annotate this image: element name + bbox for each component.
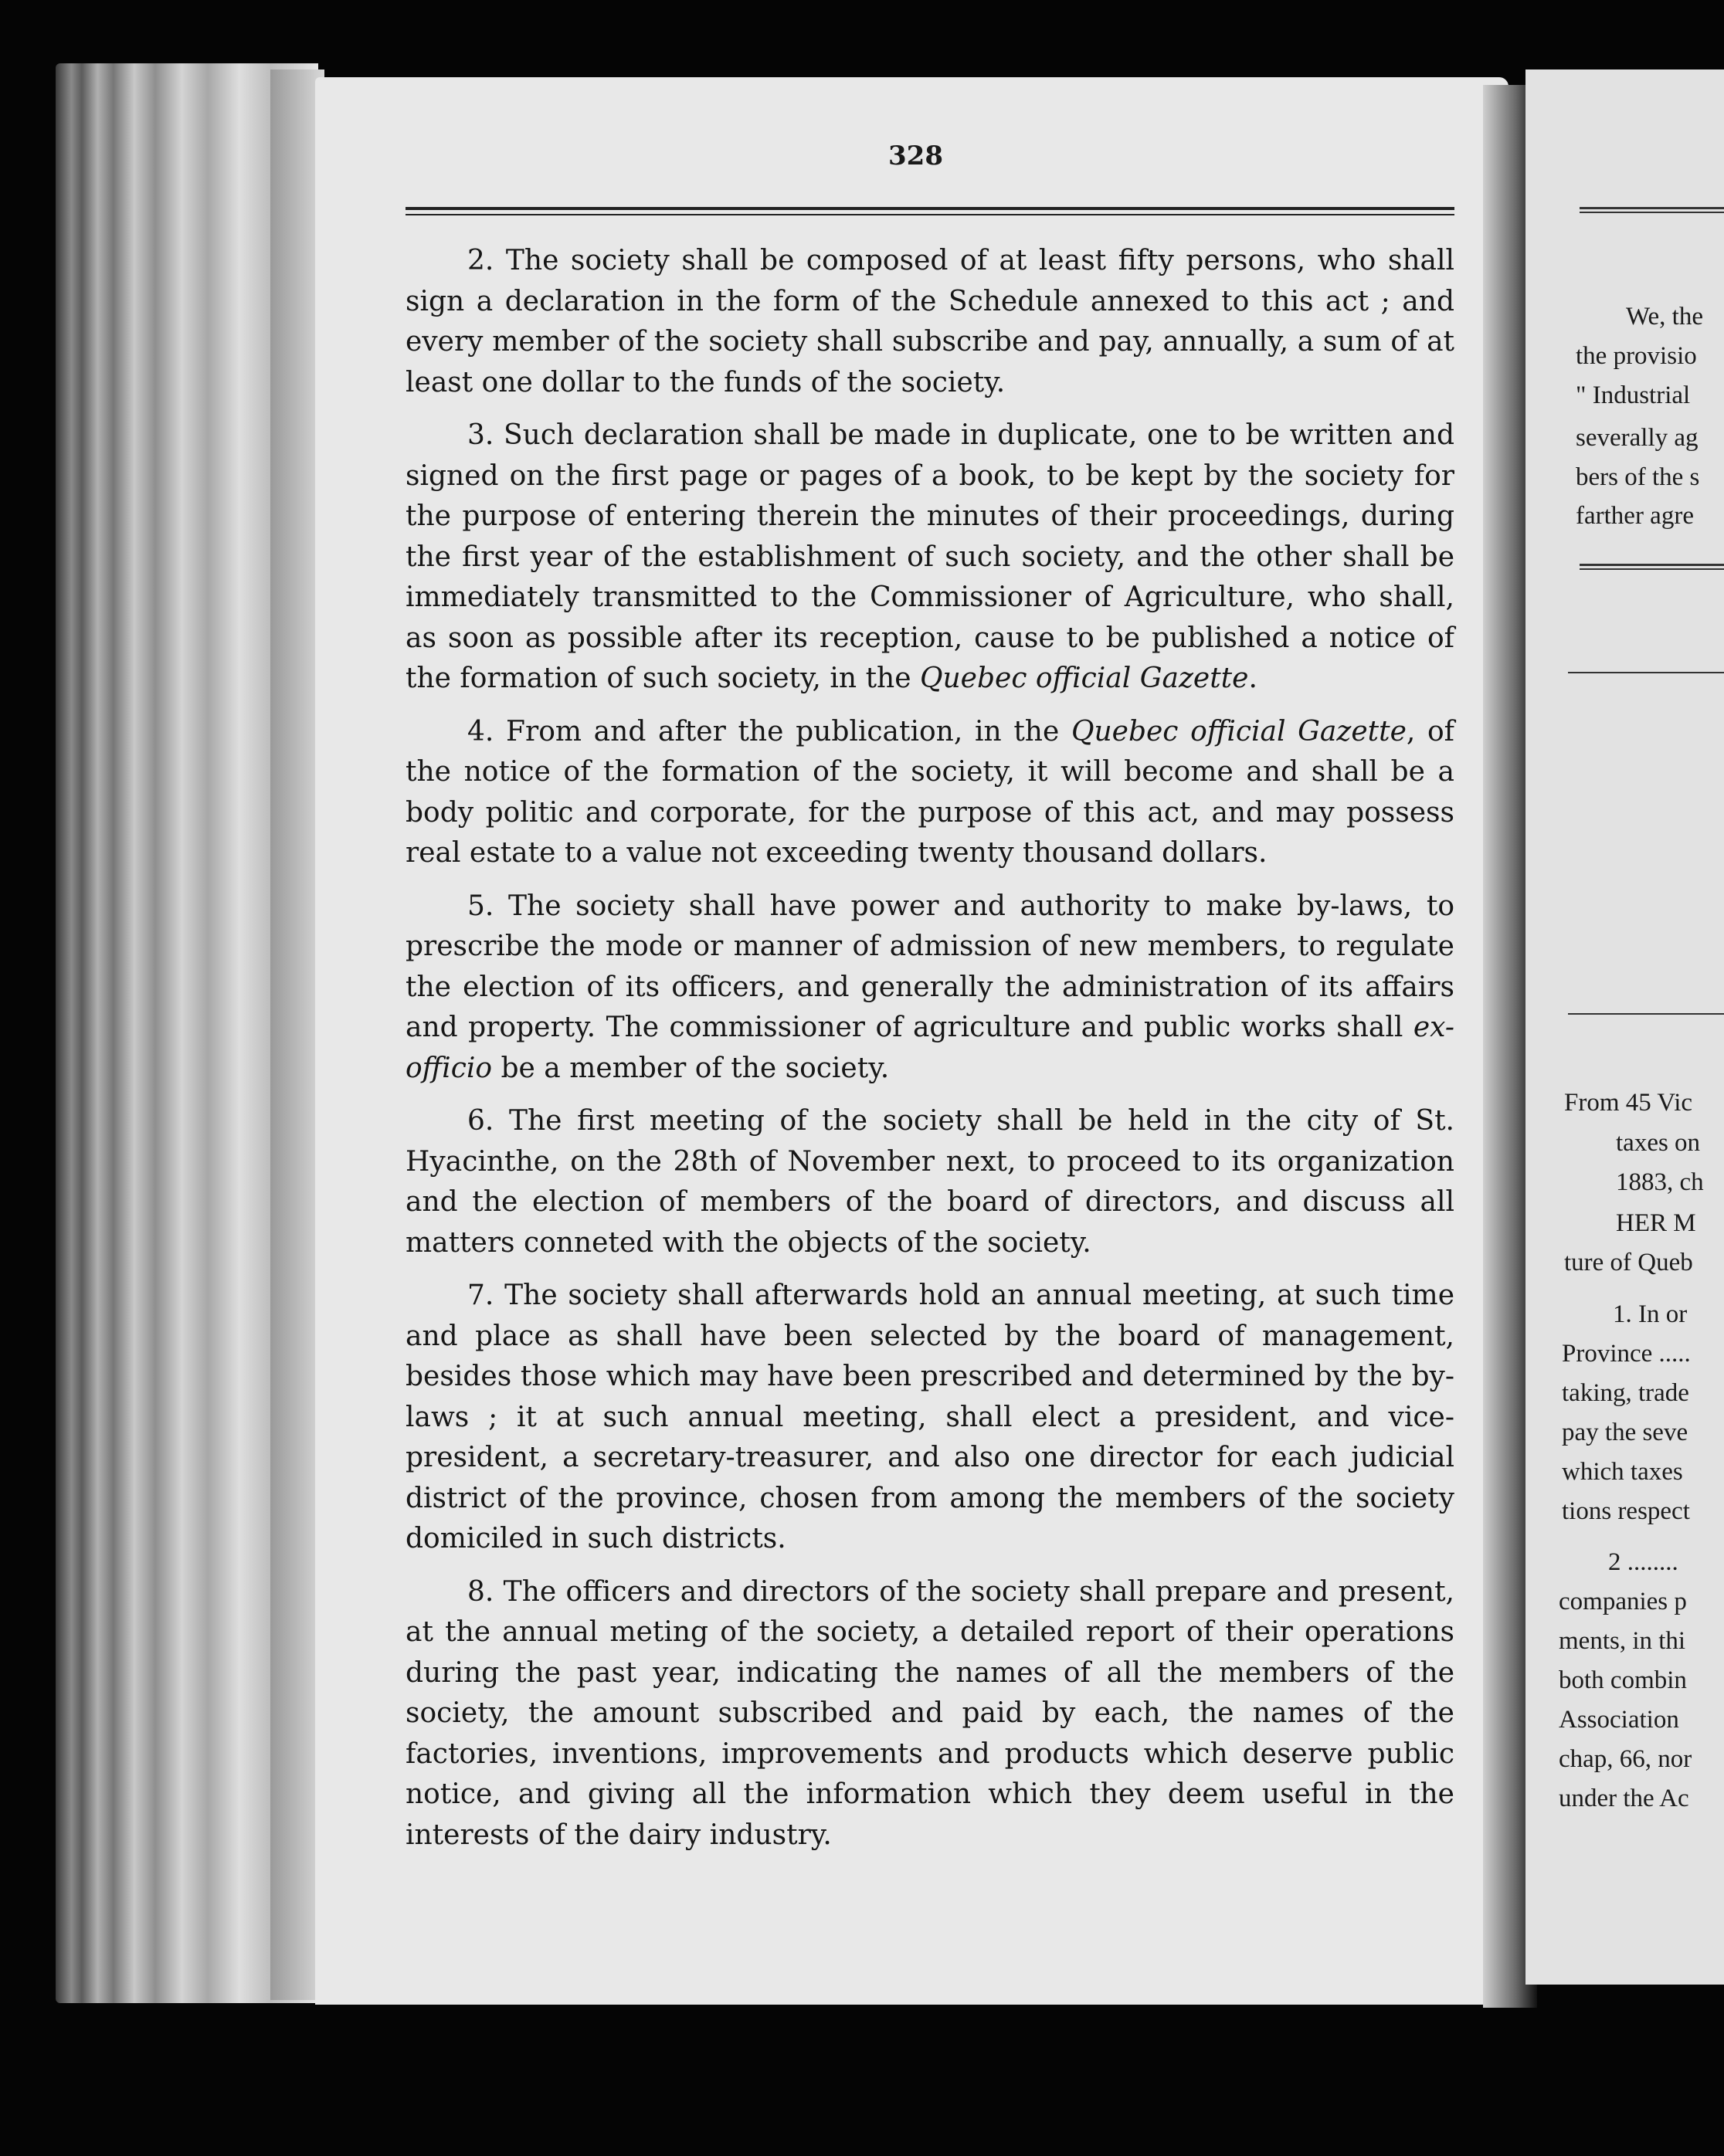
paragraph-4: 4. From and after the publication, in the Quebec official Gazette, of the notice of the formation of the society, it will become and shall be a body politic and corporate, for the purpose of this act, and may possess real estate to a value not exceeding twenty thousand dollars. [406,715,1454,869]
next-page-line: companies p [1559,1588,1687,1615]
next-page-line: " Industrial [1576,381,1691,409]
next-page-line: tions respect [1562,1497,1690,1525]
paragraph-2: 2. The society shall be composed of at least fifty persons, who shall sign a declaration in the form of the Schedule annexed to this act ; and every member of the society shall subscribe and pay, annually, a sum of at least one dollar to the funds of the society. [406,245,1454,398]
paragraph-3: 3. Such declaration shall be made in duplicate, one to be written and signed on the first page or pages of a book, to be kept by the society for the purpose of entering therein the minutes of their proceedings, during the first year of the establishment of such society, and the other shall be immediately transmitted to the Commissioner of Agriculture, who shall, as soon as possible after its reception, cause to be published a notice of the formation of such society, in the Quebec official Gazette. [406,419,1454,694]
next-page-line: the provisio [1576,342,1697,370]
next-page-line: pay the seve [1562,1419,1688,1446]
next-page-line: From 45 Vic [1564,1089,1693,1117]
next-page-line: Association [1559,1706,1679,1734]
next-page-line: ture of Queb [1564,1249,1693,1276]
next-page-line: ments, in thi [1559,1627,1686,1655]
paragraph-7: 7. The society shall afterwards hold an annual meeting, at such time and place as shall have been selected by the board of management, besides those which may have been prescribed and determined by the by-laws ; it at such annual meeting, shall elect a president, and vice-president, a secretary-treasurer, and also one director for each judicial district of the province, chosen from among the members of the society domiciled in such districts. [406,1280,1454,1554]
next-page-line: which taxes [1562,1458,1683,1486]
next-page-line: 2 ........ [1608,1548,1678,1576]
next-page-line: bers of the s [1576,463,1700,491]
header-rule-thin [406,214,1454,215]
next-page-line: both combin [1559,1666,1687,1694]
paragraph-8: 8. The officers and directors of the society shall prepare and present, at the annual meting of the society, a detailed report of their operations during the past year, indicating the names of all the members of the society, the amount subscribed and paid by each, the names of the factories, inventions, improvements and products which deserve public notice, and giving all the information which they deem useful in the interests of the dairy industry. [406,1575,1454,1851]
next-page-rule [1580,212,1724,213]
next-page-rule [1568,1013,1724,1015]
next-page-line: chap, 66, nor [1559,1745,1692,1773]
next-page-line: 1883, ch [1616,1168,1704,1196]
next-page-line: HER M [1616,1209,1696,1237]
next-page-line: We, the [1626,303,1703,331]
page-number: 328 [888,141,943,171]
header-rule-thick [406,207,1454,210]
next-page-rule [1580,564,1724,566]
next-page-rule [1568,672,1724,673]
next-page-line: Province ..... [1562,1340,1691,1368]
next-page-rule [1580,207,1724,209]
page-body [406,241,1454,1868]
next-page-line: farther agre [1576,502,1694,530]
next-page-line: 1. In or [1613,1300,1688,1328]
next-page-line: under the Ac [1559,1785,1689,1812]
paragraph-5: 5. The society shall have power and authority to make by-laws, to prescribe the mode or manner of admission of new members, to regulate the election of its officers, and generally the administration of its affairs and property. The commissioner of agriculture and public works shall ex-officio be a member of the society. [406,890,1454,1084]
next-page-rule [1580,568,1724,570]
paragraph-6: 6. The first meeting of the society shall be held in the city of St. Hyacinthe, on the 28th of November next, to proceed to its organization and the election of members of the board of directors, and discuss all matters conneted with the objects of the society. [406,1105,1454,1259]
next-page-line: severally ag [1576,424,1699,452]
next-page-line: taking, trade [1562,1379,1689,1407]
next-page-line: taxes on [1616,1129,1701,1157]
